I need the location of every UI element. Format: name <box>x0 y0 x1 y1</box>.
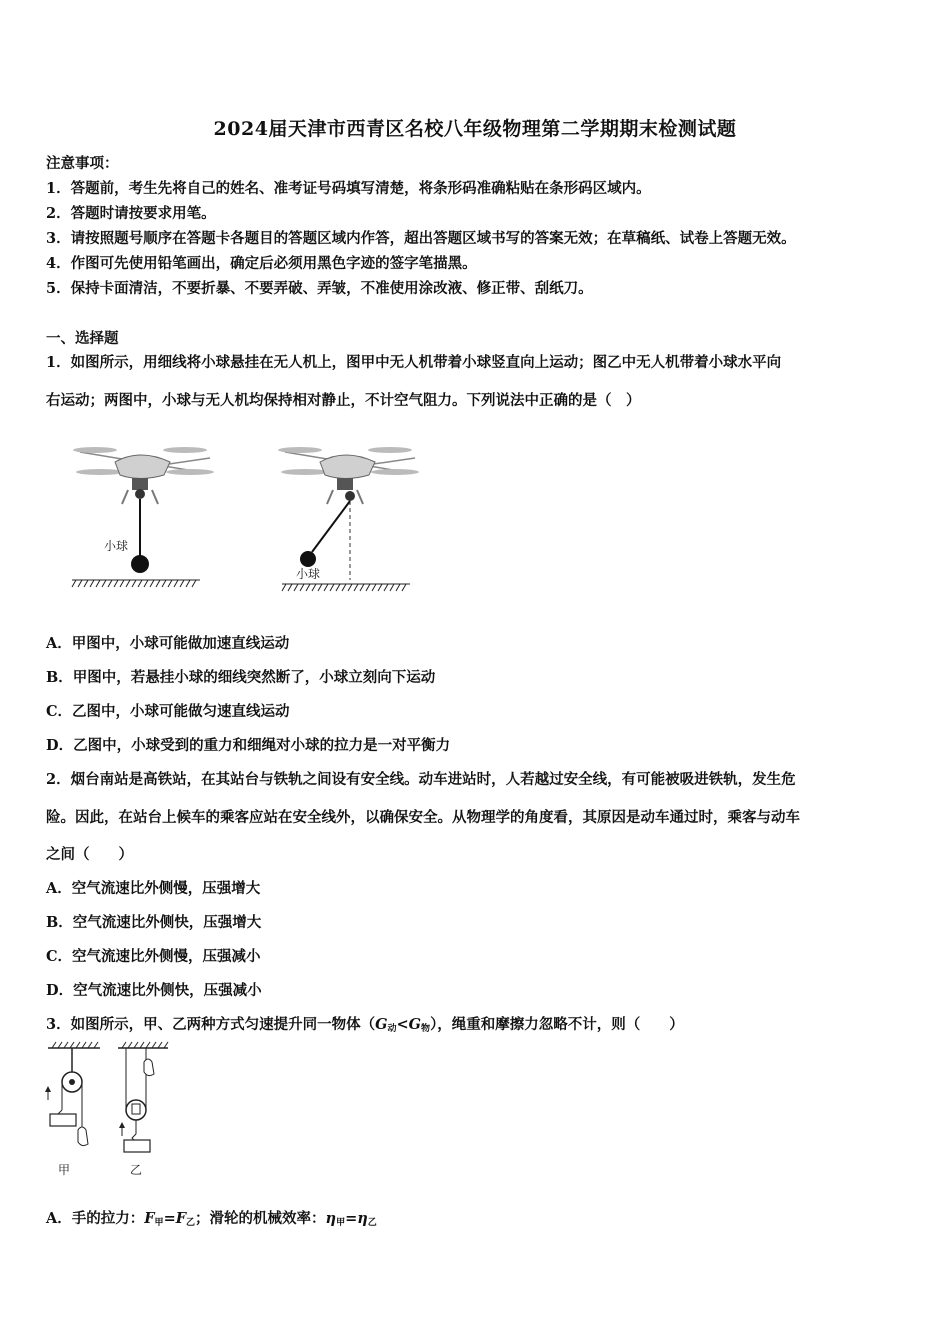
question-2-text: 2．烟台南站是高铁站，在其站台与铁轨之间设有安全线。动车进站时，人若越过安全线，有可能被吸进铁轨，发生危 <box>46 771 796 788</box>
q1-option-d: D．乙图中，小球受到的重力和细绳对小球的拉力是一对平衡力 <box>46 737 451 754</box>
question-1-text: 1．如图所示，用细线将小球悬挂在无人机上，图甲中无人机带着小球竖直向上运动；图乙中无人机带着小球水平向 <box>46 354 782 371</box>
drone-left <box>72 447 214 587</box>
drone-figure <box>60 420 430 600</box>
question-2-text-end: 之间（ ） <box>46 846 133 863</box>
notice-item: 4．作图可先使用铅笔画出，确定后必须用黑色字迹的签字笔描黑。 <box>46 255 477 272</box>
pulley-yi <box>118 1042 168 1177</box>
q1-option-b: B．甲图中，若悬挂小球的细线突然断了，小球立刻向下运动 <box>46 669 436 686</box>
q2-option-b: B．空气流速比外侧快，压强增大 <box>46 914 262 931</box>
ground-hatch-left <box>72 580 196 587</box>
q1-option-a: A．甲图中，小球可能做加速直线运动 <box>46 635 290 652</box>
question-2-text-cont: 险。因此，在站台上候车的乘客应站在安全线外，以确保安全。从物理学的角度看，其原因是动车通过时，乘客与动车 <box>46 809 800 826</box>
notice-heading: 注意事项： <box>46 155 119 172</box>
notice-item: 3．请按照题号顺序在答题卡各题目的答题区域内作答，超出答题区域书写的答案无效；在草稿纸、试卷上答题无效。 <box>46 230 796 247</box>
pulley-jia <box>45 1042 100 1177</box>
q2-option-c: C．空气流速比外侧慢，压强减小 <box>46 948 261 965</box>
notice-item: 5．保持卡面清洁，不要折暴、不要弄破、弄皱，不准使用涂改液、修正带、刮纸刀。 <box>46 280 593 297</box>
ground-hatch-right <box>282 584 406 591</box>
drone-right <box>278 447 419 591</box>
question-3-text: 3．如图所示，甲、乙两种方式匀速提升同一物体$(G_动<G_物)$，绳重和摩擦力忽略不计，则（ ） <box>46 1016 684 1034</box>
ball-label-left: 小球 <box>104 539 129 553</box>
q2-option-d: D．空气流速比外侧快，压强减小 <box>46 982 262 999</box>
label-yi: 乙 <box>130 1163 143 1177</box>
page-title: 2024届天津市西青区名校八年级物理第二学期期末检测试题 <box>213 118 737 140</box>
ball-label-right: 小球 <box>296 567 321 581</box>
q2-option-a: A．空气流速比外侧慢，压强增大 <box>46 880 261 897</box>
label-jia: 甲 <box>58 1163 71 1177</box>
notice-item: 2．答题时请按要求用笔。 <box>46 205 216 222</box>
notice-item: 1．答题前，考生先将自己的姓名、准考证号码填写清楚，将条形码准确粘贴在条形码区域内。 <box>46 180 651 197</box>
q1-option-c: C．乙图中，小球可能做匀速直线运动 <box>46 703 290 720</box>
section-heading: 一、选择题 <box>46 330 119 347</box>
q3-option-a: A．手的拉力：$F_甲=F_乙$；滑轮的机械效率：$\eta_甲=\eta_乙$ <box>46 1210 377 1228</box>
pulley-figure <box>44 1040 174 1180</box>
question-1-text-cont: 右运动；两图中，小球与无人机均保持相对静止，不计空气阻力。下列说法中正确的是（ ） <box>46 392 641 409</box>
